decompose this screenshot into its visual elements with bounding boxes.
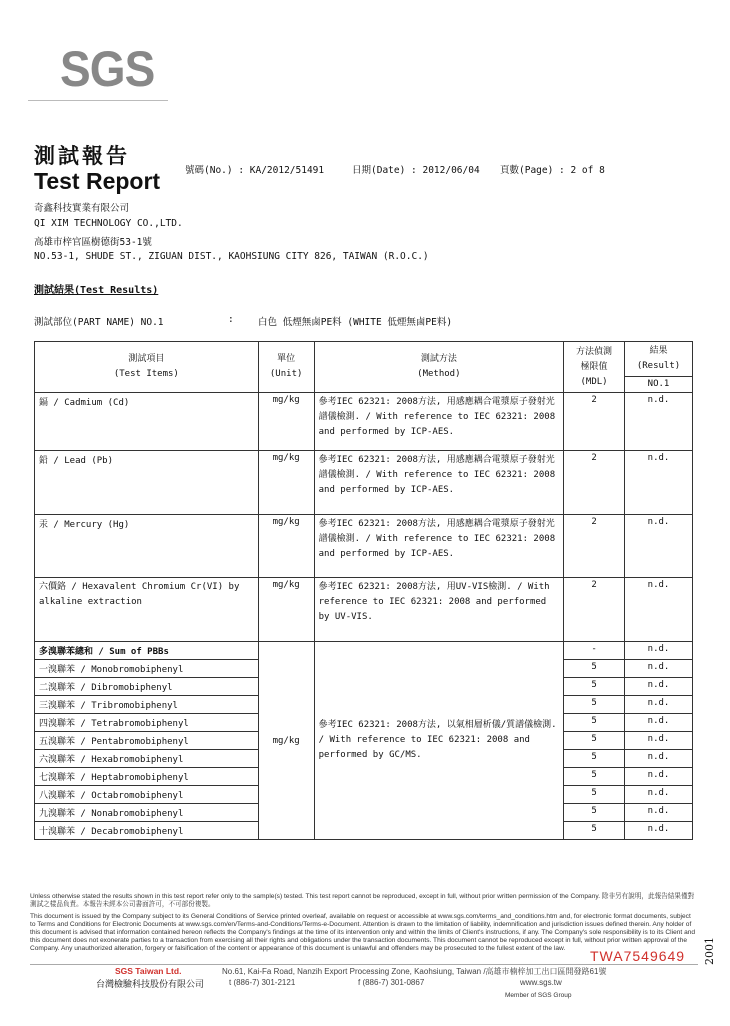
row-mdl: 2 (564, 515, 625, 578)
row-item: 九溴聯苯 / Nonabromobiphenyl (35, 804, 259, 822)
part-value: 白色 低煙無鹵PE料 (WHITE 低煙無鹵PE料) (258, 317, 453, 328)
header-mdl-cn1: 方法偵測 (576, 346, 613, 357)
table-row (35, 578, 693, 642)
row-mdl: 5 (564, 660, 625, 678)
row-result: n.d. (625, 768, 693, 786)
row-result: n.d. (625, 515, 693, 578)
footer-disclaimer-1: Unless otherwise stated the results shown in this test report refer only to the sample(s) tested. This test report cannot be reproduced, except in full, without prior written permission of the Company. 除非另有說明，此報告結果僅對測試之樣品負責。本報告未經本公司書面許可，不可部份複製。 (30, 893, 695, 908)
row-mdl: - (564, 642, 625, 660)
row-mdl: 2 (564, 578, 625, 642)
row-item: 十溴聯苯 / Decabromobiphenyl (35, 822, 259, 840)
row-item: 汞 / Mercury (Hg) (35, 515, 259, 578)
row-item: 鉛 / Lead (Pb) (35, 451, 259, 515)
footer-divider (30, 964, 698, 965)
row-result: n.d. (625, 804, 693, 822)
report-page: 頁數(Page) : 2 of 8 (500, 165, 605, 176)
row-result: n.d. (625, 750, 693, 768)
row-result: n.d. (625, 451, 693, 515)
row-item: 六溴聯苯 / Hexabromobiphenyl (35, 750, 259, 768)
row-result: n.d. (625, 678, 693, 696)
header-items-en: (Test Items) (113, 369, 179, 379)
header-unit-cn: 單位 (277, 354, 296, 364)
row-mdl: 5 (564, 768, 625, 786)
report-date: 日期(Date) : 2012/06/04 (352, 165, 480, 176)
row-mdl: 5 (564, 678, 625, 696)
header-method-cn: 測試方法 (420, 354, 457, 364)
row-result: n.d. (625, 714, 693, 732)
sgs-taiwan-name: SGS Taiwan Ltd. (115, 966, 182, 976)
sgs-logo: SGS (60, 41, 155, 97)
row-item: 八溴聯苯 / Octabromobiphenyl (35, 786, 259, 804)
row-method: 參考IEC 62321: 2008方法, 用感應耦合電漿原子發射光譜儀檢測. / With reference to IEC 62321: 2008 and performed by ICP-AES. (314, 393, 563, 451)
row-mdl: 5 (564, 786, 625, 804)
row-result: n.d. (625, 786, 693, 804)
pbb-method: 參考IEC 62321: 2008方法, 以氣相層析儀/質譜儀檢測. / With reference to IEC 62321: 2008 and performed by GC/MS. (314, 642, 563, 840)
pbb-unit: mg/kg (258, 642, 314, 840)
header-result-cn: 結果 (649, 346, 668, 356)
header-result-en: (Result) (636, 361, 681, 371)
row-mdl: 5 (564, 732, 625, 750)
header-items (35, 342, 259, 393)
sgs-fax: f (886-7) 301-0867 (358, 978, 425, 987)
form-code: 2001 (703, 937, 716, 965)
report-number: 號碼(No.) : KA/2012/51491 (185, 165, 325, 176)
row-mdl: 2 (564, 393, 625, 451)
row-result: n.d. (625, 660, 693, 678)
serial-number: TWA7549649 (590, 948, 686, 964)
row-unit: mg/kg (258, 451, 314, 515)
table-row (35, 451, 693, 515)
row-item: 多溴聯苯總和 / Sum of PBBs (35, 642, 259, 660)
results-table (34, 341, 693, 840)
header-items-cn: 測試項目 (128, 354, 165, 364)
row-item: 二溴聯苯 / Dibromobiphenyl (35, 678, 259, 696)
header-unit-en: (Unit) (269, 369, 303, 379)
part-label: 測試部位(PART NAME) NO.1 (34, 317, 164, 328)
row-result: n.d. (625, 578, 693, 642)
row-mdl: 5 (564, 696, 625, 714)
table-row (35, 515, 693, 578)
row-method: 參考IEC 62321: 2008方法, 用感應耦合電漿原子發射光譜儀檢測. / With reference to IEC 62321: 2008 and performed by ICP-AES. (314, 515, 563, 578)
row-item: 六價鉻 / Hexavalent Chromium Cr(VI) by alkaline extraction (35, 578, 259, 642)
row-mdl: 5 (564, 822, 625, 840)
row-item: 五溴聯苯 / Pentabromobiphenyl (35, 732, 259, 750)
table-row (35, 642, 693, 660)
row-item: 三溴聯苯 / Tribromobiphenyl (35, 696, 259, 714)
header-unit (258, 342, 314, 393)
results-label: 測試結果(Test Results) (34, 285, 159, 296)
sgs-website: www.sgs.tw (520, 978, 562, 987)
row-item: 四溴聯苯 / Tetrabromobiphenyl (35, 714, 259, 732)
address-cn: 高雄市梓官區樹德街53-1號 (34, 237, 152, 248)
row-unit: mg/kg (258, 393, 314, 451)
title-en: Test Report (34, 168, 161, 194)
table-row (35, 393, 693, 451)
row-result: n.d. (625, 393, 693, 451)
row-unit: mg/kg (258, 515, 314, 578)
row-method: 參考IEC 62321: 2008方法, 用感應耦合電漿原子發射光譜儀檢測. / With reference to IEC 62321: 2008 and performed by ICP-AES. (314, 451, 563, 515)
row-result: n.d. (625, 822, 693, 840)
address-en: NO.53-1, SHUDE ST., ZIGUAN DIST., KAOHSIUNG CITY 826, TAIWAN (R.O.C.) (34, 251, 429, 262)
row-mdl: 5 (564, 714, 625, 732)
member-of-sgs-group: Member of SGS Group (505, 992, 572, 999)
sgs-taiwan-name-cn: 台灣檢驗科技股份有限公司 (96, 980, 205, 990)
row-result: n.d. (625, 696, 693, 714)
title-cn: 測試報告 (34, 143, 130, 168)
company-en: QI XIM TECHNOLOGY CO.,LTD. (34, 218, 183, 229)
footer-disclaimer-2: This document is issued by the Company subject to its General Conditions of Service printed overleaf, available on request or accessible at www.sgs.com/terms_and_conditions.htm and, for electronic format documents, subject to Terms and Conditions for Electronic Documents at www.sgs.com/en/Terms-and-Conditions/Terms-e-Document. Attention is drawn to the limitation of liability, indemnification and jurisdiction issues defined therein. Any holder of this document is advised that information contained hereon reflects the Company's findings at the time of its intervention only and within the limits of Client's instructions, if any. The Company's sole responsibility is to its Client and this document does not exonerate parties to a transaction from exercising all their rights and obligations under the transaction documents. This document cannot be reproduced except in full, without prior written approval of the Company. Any unauthorized alteration, forgery or falsification of the content or appearance of this document is unlawful and offenders may be prosecuted to the fullest extent of the law. (30, 913, 696, 952)
header-mdl (564, 342, 625, 393)
header-result (625, 342, 693, 377)
row-method: 參考IEC 62321: 2008方法, 用UV-VIS檢測. / With reference to IEC 62321: 2008 and performed by UV-VIS. (314, 578, 563, 642)
header-mdl-cn2: 極限值 (580, 361, 608, 372)
row-item: 七溴聯苯 / Heptabromobiphenyl (35, 768, 259, 786)
sgs-phone: t (886-7) 301-2121 (229, 978, 296, 987)
part-colon: : (228, 314, 234, 325)
row-result: n.d. (625, 642, 693, 660)
header-result-no: NO.1 (625, 377, 693, 393)
company-cn: 奇鑫科技實業有限公司 (34, 203, 130, 214)
row-item: 鎘 / Cadmium (Cd) (35, 393, 259, 451)
table-header (35, 342, 693, 377)
header-mdl-en: (MDL) (580, 376, 608, 387)
sgs-address: No.61, Kai-Fa Road, Nanzih Export Processing Zone, Kaohsiung, Taiwan /高雄市楠梓加工出口區開發路61號 (222, 967, 607, 976)
logo-rule (28, 100, 168, 101)
header-method-en: (Method) (417, 369, 461, 379)
row-mdl: 5 (564, 750, 625, 768)
header-method (314, 342, 563, 393)
row-unit: mg/kg (258, 578, 314, 642)
row-item: 一溴聯苯 / Monobromobiphenyl (35, 660, 259, 678)
row-result: n.d. (625, 732, 693, 750)
row-mdl: 2 (564, 451, 625, 515)
row-mdl: 5 (564, 804, 625, 822)
